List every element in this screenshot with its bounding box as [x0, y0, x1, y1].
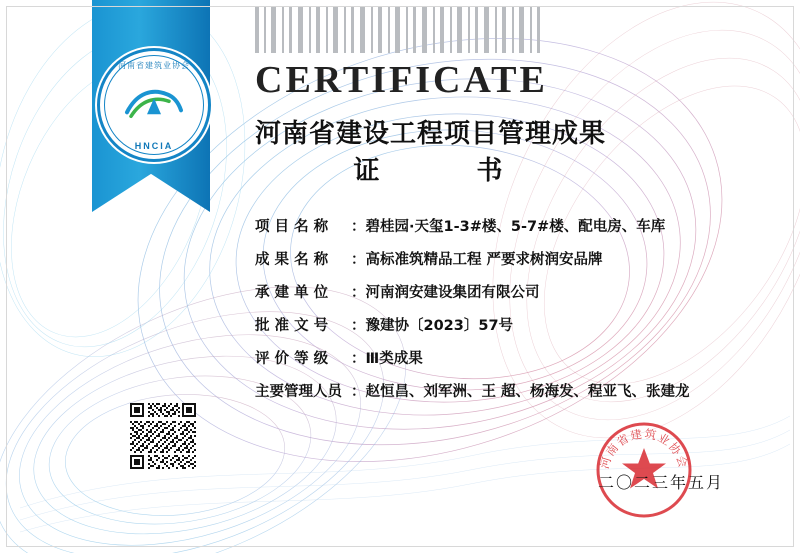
field-label: 成 果 名 称 — [255, 252, 329, 268]
field-label: 批 准 文 号 — [255, 318, 329, 334]
qr-code — [130, 403, 196, 469]
field-value: 碧桂园·天玺1-3#楼、5-7#楼、配电房、车库 — [365, 219, 666, 235]
field-row-key-personnel — [255, 380, 775, 401]
field-colon: ： — [351, 384, 366, 400]
certificate-chinese-subtitle: 证 书 — [353, 156, 547, 186]
field-label: 承 建 单 位 — [255, 285, 329, 301]
field-row-project-name — [255, 215, 775, 236]
field-value: 高标准筑精品工程 严要求树润安品牌 — [365, 252, 603, 268]
field-row-contractor — [255, 281, 775, 302]
field-label: 评 价 等 级 — [255, 351, 329, 367]
emblem-top-label: 河南省建筑业协会 — [118, 61, 190, 70]
field-label: 主要管理人员 — [255, 384, 342, 400]
field-colon: ： — [351, 285, 366, 301]
field-value: 河南润安建设集团有限公司 — [365, 285, 540, 301]
field-colon: ： — [351, 351, 366, 367]
field-value: Ⅲ类成果 — [365, 351, 423, 367]
issue-date: 二〇二三年五月 — [598, 473, 725, 492]
certificate-fields — [255, 215, 775, 413]
association-emblem-icon — [97, 48, 211, 162]
field-value: 豫建协〔2023〕57号 — [365, 318, 514, 334]
field-value: 赵恒昌、刘军洲、王 超、杨海发、程亚飞、张建龙 — [365, 384, 690, 400]
bar-pattern-decoration — [255, 7, 555, 53]
certificate-chinese-title: 河南省建设工程项目管理成果 — [255, 119, 607, 149]
field-colon: ： — [351, 318, 366, 334]
field-row-achievement-name — [255, 248, 775, 269]
field-colon: ： — [351, 252, 366, 268]
field-row-evaluation-grade — [255, 347, 775, 368]
field-row-approval-number — [255, 314, 775, 335]
certificate-english-title: CERTIFICATE — [255, 59, 548, 101]
emblem-swoosh-icon — [123, 86, 185, 120]
emblem-bottom-label: HNCIA — [134, 141, 174, 151]
svg-text:河南省建筑业协会: 河南省建筑业协会 — [597, 426, 691, 471]
field-colon: ： — [351, 219, 366, 235]
field-label: 项 目 名 称 — [255, 219, 329, 235]
